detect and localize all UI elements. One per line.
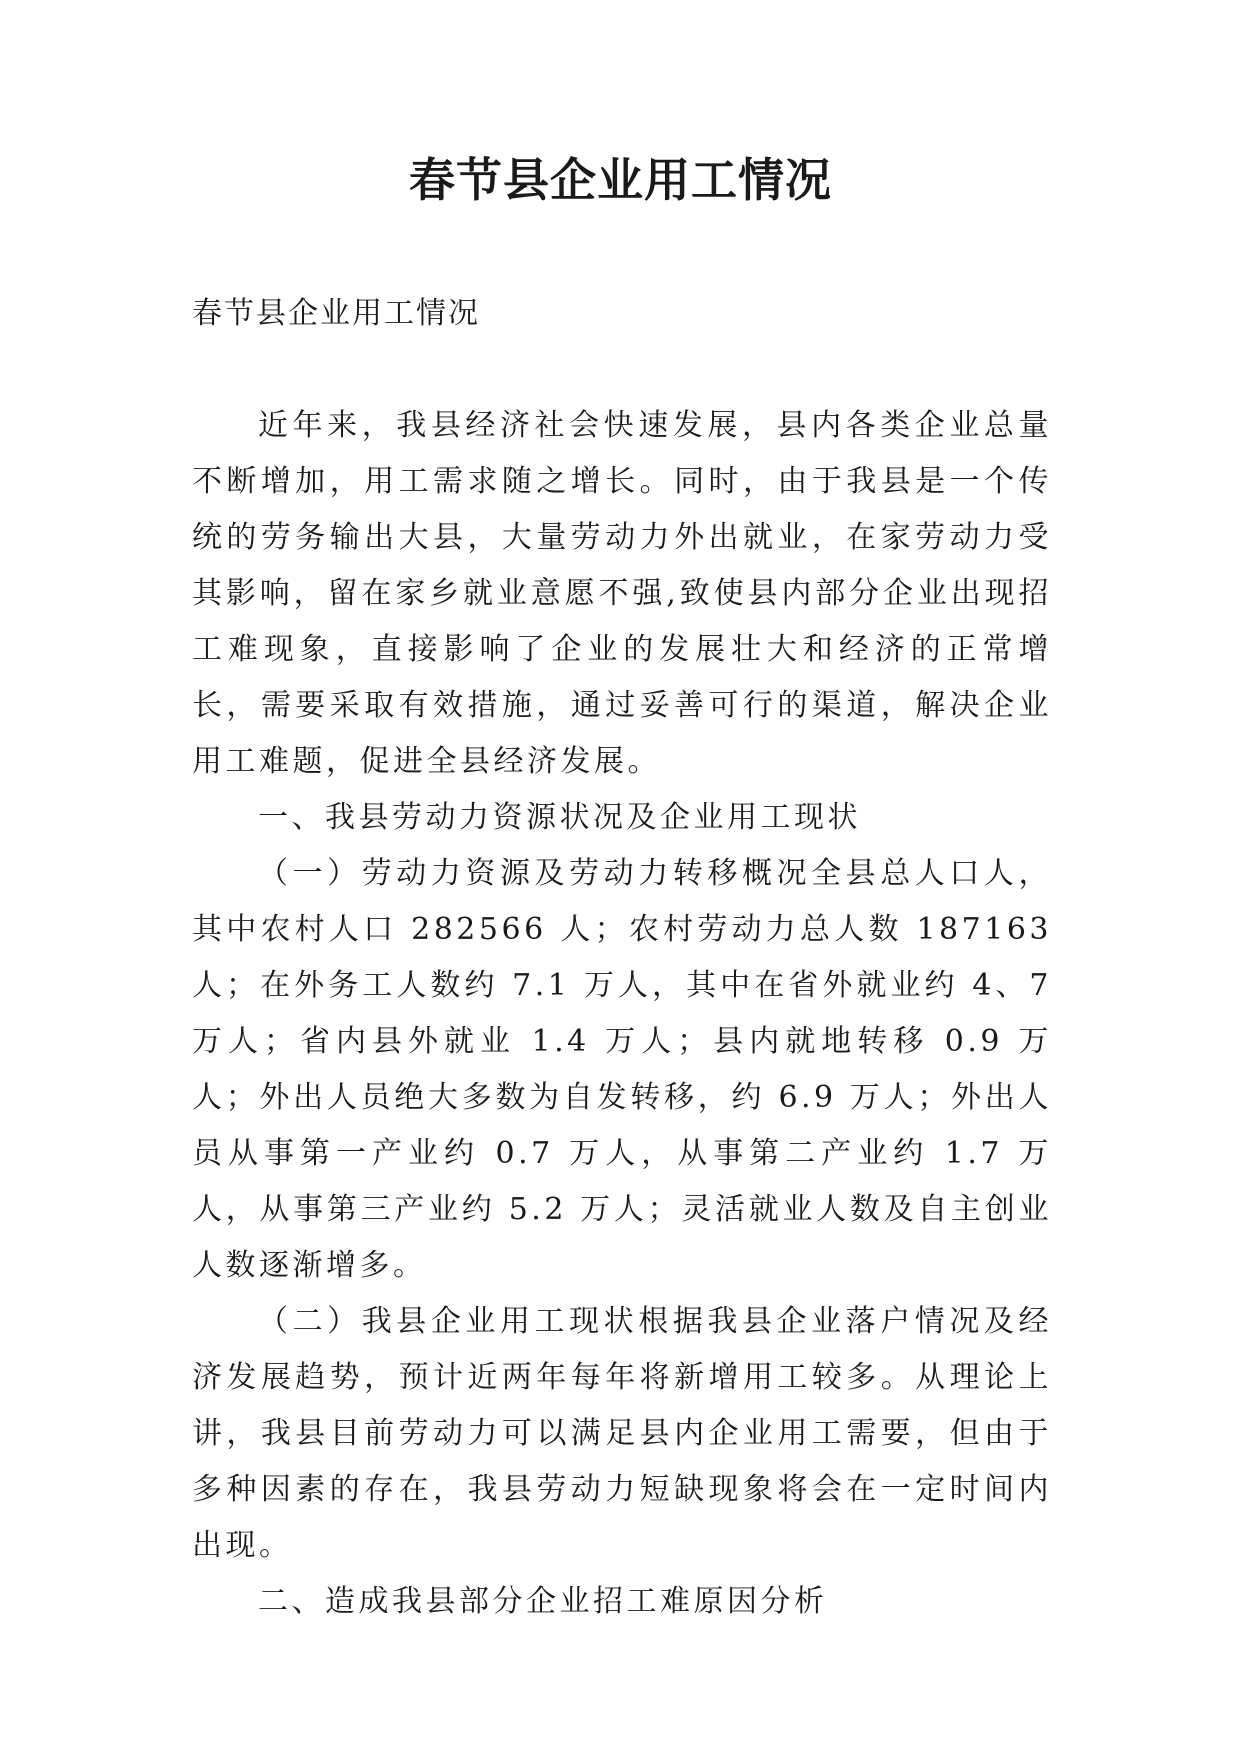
document-title: 春节县企业用工情况 <box>409 153 832 207</box>
section-heading-1: 一、我县劳动力资源状况及企业用工现状 <box>258 800 861 835</box>
paragraph-employment-status: （二）我县企业用工现状根据我县企业落户情况及经济发展趋势，预计近两年每年将新增用工较多。从理论上讲，我县目前劳动力可以满足县内企业用工需要，但由于多种因素的存在，我县劳动力短缺现象将会在一定时间内出现。 <box>192 1304 1052 1563</box>
section-heading-2: 二、造成我县部分企业招工难原因分析 <box>258 1584 828 1619</box>
document-body <box>192 286 1052 1630</box>
paragraph-labor-resources: （一）劳动力资源及劳动力转移概况全县总人口人，其中农村人口 282566 人；农村劳动力总人数 187163 人；在外务工人数约 7.1 万人，其中在省外就业约 4、7 万人；省内县外就业 1.4 万人；县内就地转移 0.9 万人；外出人员绝大多数为自发转移，约 6.9 万人；外出人员从事第一产业约 0.7 万人，从事第二产业约 1.7 万人，从事第三产业约 5.2 万人；灵活就业人数及自主创业人数逐渐增多。 <box>192 856 1052 1283</box>
paragraph-intro: 近年来，我县经济社会快速发展，县内各类企业总量不断增加，用工需求随之增长。同时，由于我县是一个传统的劳务输出大县，大量劳动力外出就业，在家劳动力受其影响，留在家乡就业意愿不强,致使县内部分企业出现招工难现象，直接影响了企业的发展壮大和经济的正常增长，需要采取有效措施，通过妥善可行的渠道，解决企业用工难题，促进全县经济发展。 <box>192 408 1052 779</box>
document-subtitle: 春节县企业用工情况 <box>192 296 480 331</box>
